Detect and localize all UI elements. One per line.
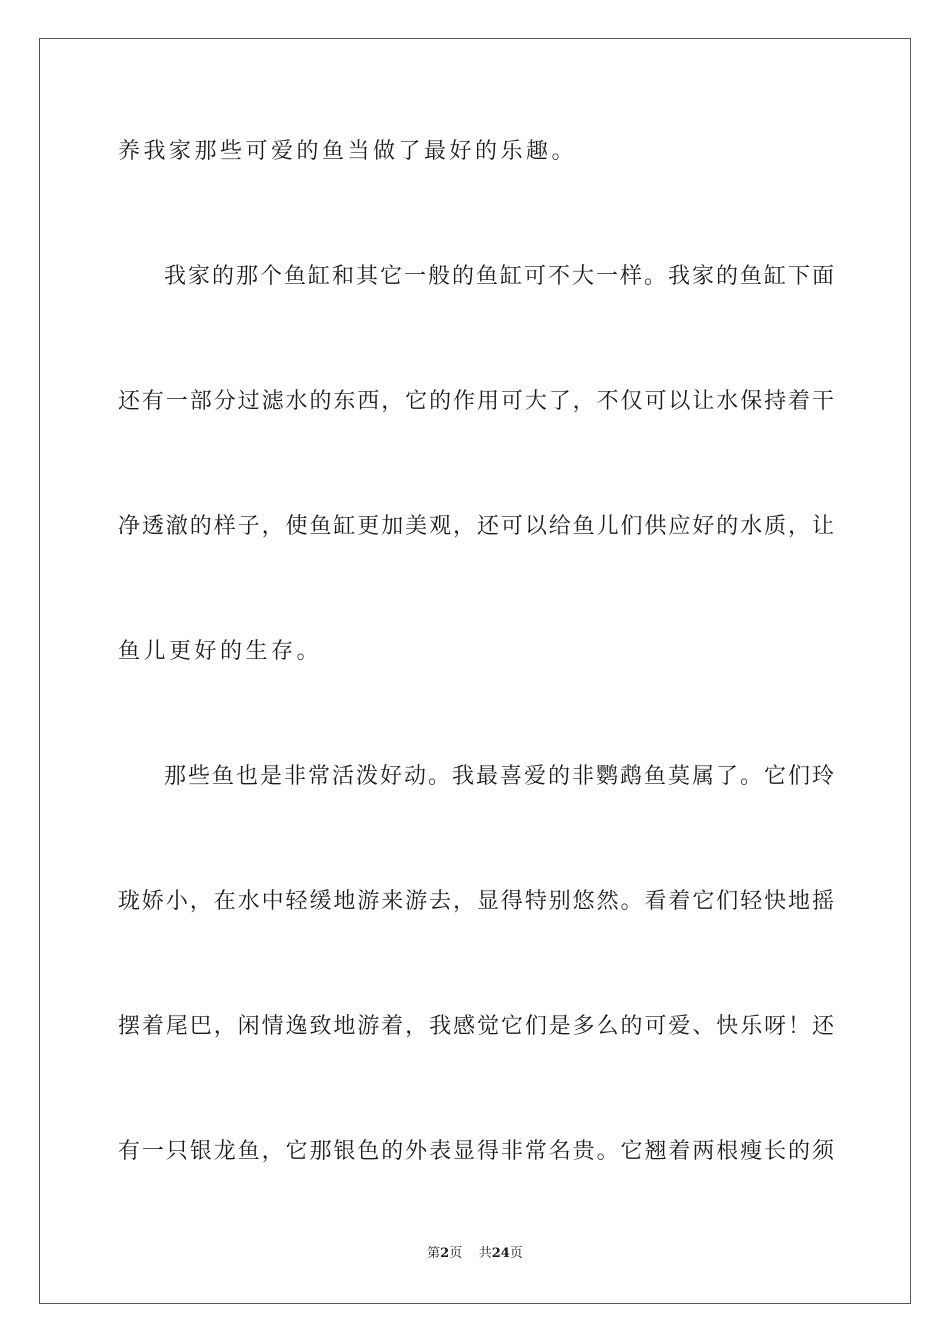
page-footer (0, 1245, 950, 1263)
paragraph-line-6: 那些鱼也是非常活泼好动。我最喜爱的非鹦鹉鱼莫属了。它们玲 (164, 764, 834, 789)
page-prefix: 第 (427, 1246, 441, 1261)
page-number: 2 (440, 1246, 450, 1261)
paragraph-line-8: 摆着尾巴，闲情逸致地游着，我感觉它们是多么的可爱、快乐呀！还 (118, 1014, 834, 1039)
paragraph-line-4: 净透澈的样子，使鱼缸更加美观，还可以给鱼儿们供应好的水质，让 (118, 514, 834, 539)
total-suffix: 页 (509, 1246, 523, 1261)
paragraph-line-9: 有一只银龙鱼，它那银色的外表显得非常名贵。它翘着两根瘦长的须 (118, 1139, 834, 1164)
paragraph-line-2: 我家的那个鱼缸和其它一般的鱼缸可不大一样。我家的鱼缸下面 (164, 264, 834, 289)
paragraph-line-1: 养我家那些可爱的鱼当做了最好的乐趣。 (118, 139, 578, 164)
paragraph-line-3: 还有一部分过滤水的东西，它的作用可大了，不仅可以让水保持着干 (118, 389, 834, 414)
page-suffix: 页 (449, 1246, 463, 1261)
paragraph-line-5: 鱼儿更好的生存。 (118, 639, 323, 664)
total-pages: 24 (491, 1246, 510, 1261)
paragraph-line-7: 珑娇小，在水中轻缓地游来游去，显得特别悠然。看着它们轻快地摇 (118, 889, 834, 914)
total-prefix: 共 (478, 1246, 492, 1261)
page-border (39, 38, 911, 1304)
